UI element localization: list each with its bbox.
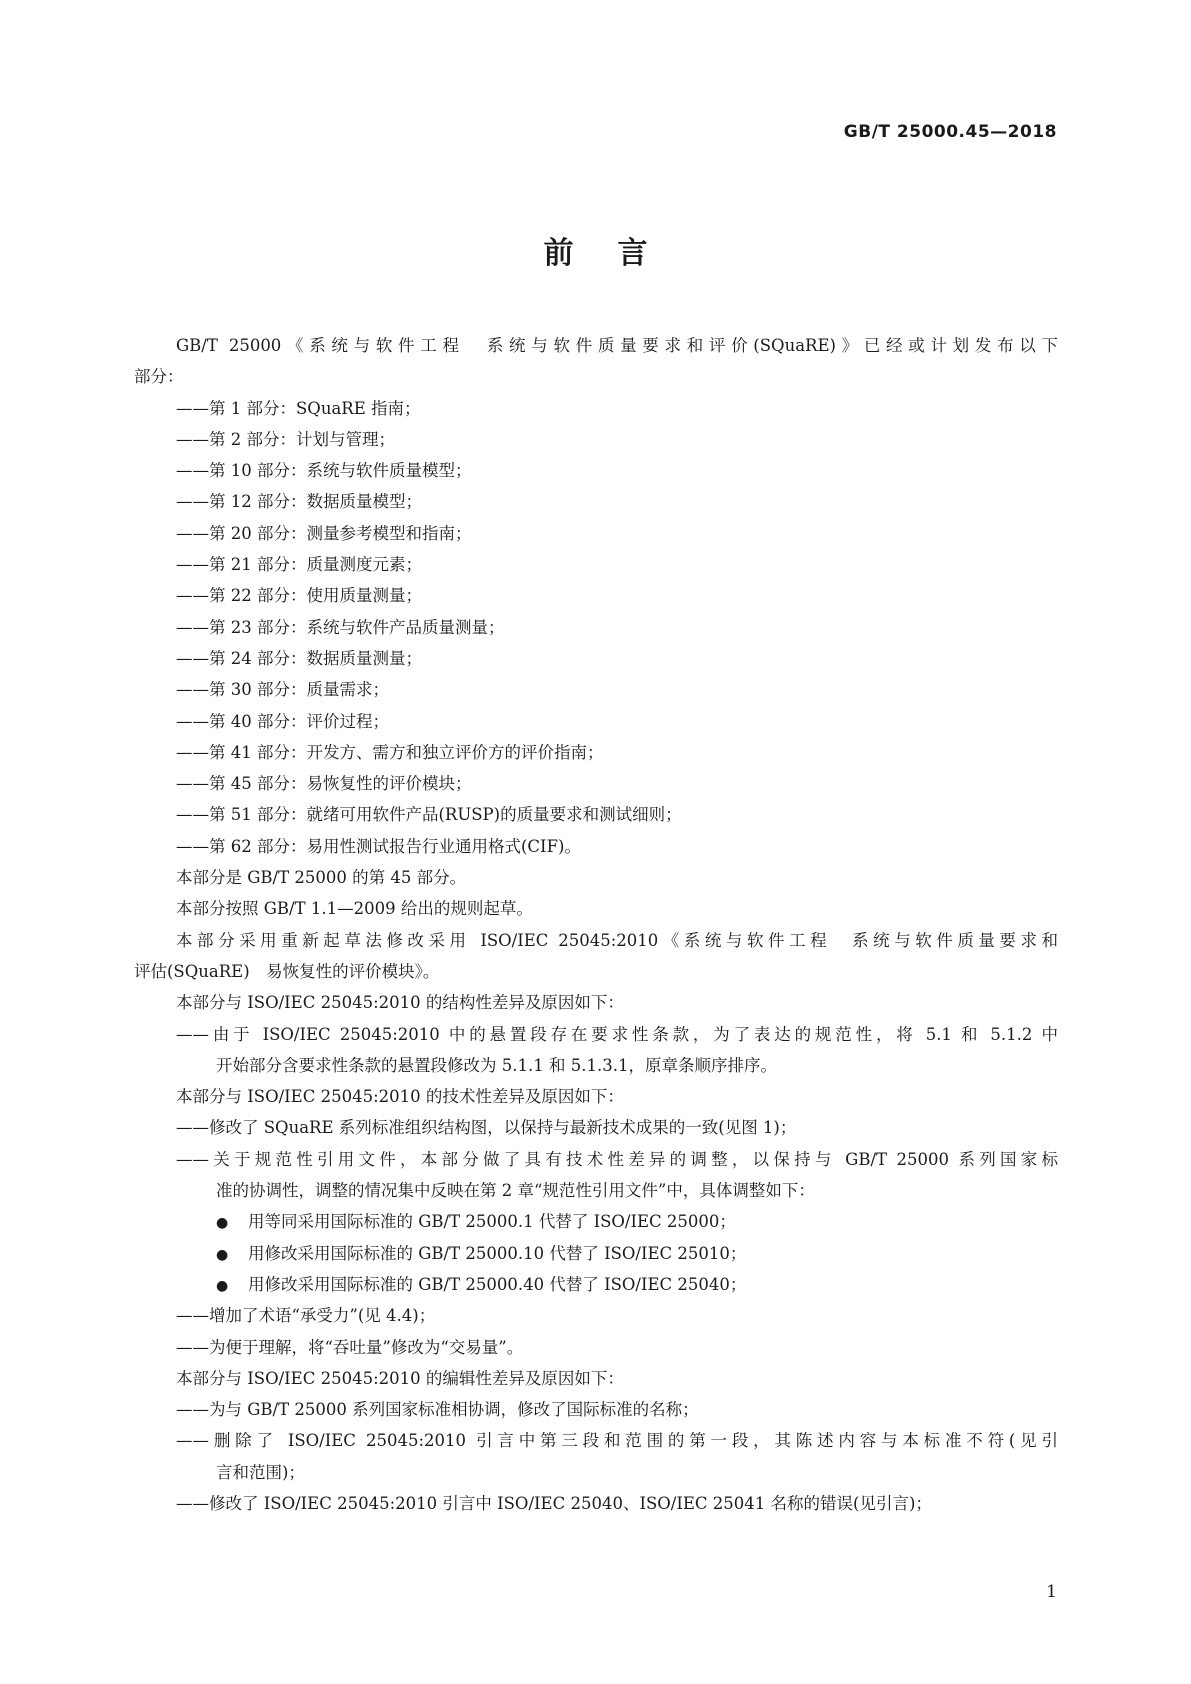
list-item-line: ——第 51 部分：就绪可用软件产品(RUSP)的质量要求和测试细则； [176,805,682,825]
list-item-line: ——第 2 部分：计划与管理； [176,429,395,449]
bullet-icon: ● [216,1215,229,1232]
paragraph-line: 本部分是 GB/T 25000 的第 45 部分。 [176,868,467,888]
list-item-line: ——关于规范性引用文件，本部分做了具有技术性差异的调整，以保持与 GB/T 25000 系列国家标 [176,1149,1058,1169]
list-item-line: ——第 40 部分：评价过程； [176,711,389,731]
list-item-line: ——第 62 部分：易用性测试报告行业通用格式(CIF)。 [176,836,581,856]
paragraph-line: GB/T 25000《系统与软件工程 系统与软件质量要求和评价(SQuaRE)》已经或计划发布以下 [176,336,1058,355]
list-item-line: ——修改了 SQuaRE 系列标准组织结构图，以保持与最新技术成果的一致(见图 1)； [176,1118,797,1138]
list-item-line: ——第 23 部分：系统与软件产品质量测量； [176,617,505,637]
list-item-line: 开始部分含要求性条款的悬置段修改为 5.1.1 和 5.1.3.1，原章条顺序排序。 [216,1055,777,1075]
document-body [134,330,1058,1519]
list-item-line: 言和范围)； [216,1462,305,1482]
standard-number: GB/T 25000.45—2018 [843,122,1057,142]
bullet-icon: ● [216,1277,229,1294]
list-item-line: ——第 21 部分：质量测度元素； [176,555,422,575]
bullet-item [134,1238,1058,1269]
bullet-text: 用修改采用国际标准的 GB/T 25000.40 代替了 ISO/IEC 25040； [248,1274,747,1294]
list-item-line: ——第 22 部分：使用质量测量； [176,586,422,606]
page-number: 1 [1046,1582,1057,1602]
list-item-line: ——第 20 部分：测量参考模型和指南； [176,523,472,543]
paragraph-line: 本部分与 ISO/IEC 25045:2010 的结构性差异及原因如下： [176,993,624,1013]
list-item-line: ——第 45 部分：易恢复性的评价模块； [176,774,472,794]
list-item-line: ——修改了 ISO/IEC 25045:2010 引言中 ISO/IEC 25040、ISO/IEC 25041 名称的错误(见引言)； [176,1493,932,1513]
list-item-line: ——第 1 部分：SQuaRE 指南； [176,398,421,418]
bullet-icon: ● [216,1246,229,1263]
list-item-line: ——为与 GB/T 25000 系列国家标准相协调，修改了国际标准的名称； [176,1400,699,1420]
list-item-line: ——第 10 部分：系统与软件质量模型； [176,461,472,481]
bullet-item [134,1269,1058,1300]
list-item-line: ——增加了术语“承受力”(见 4.4)； [176,1306,436,1326]
list-item-line: ——由于 ISO/IEC 25045:2010 中的悬置段存在要求性条款，为了表达的规范性，将 5.1 和 5.1.2 中 [176,1024,1058,1044]
bullet-text: 用等同采用国际标准的 GB/T 25000.1 代替了 ISO/IEC 25000； [248,1212,736,1232]
page-title: 前言 [543,236,692,271]
paragraph-line: 本部分按照 GB/T 1.1—2009 给出的规则起草。 [176,899,533,919]
list-item-line: ——为便于理解，将“吞吐量”修改为“交易量”。 [176,1337,524,1357]
list-item-line: 准的协调性，调整的情况集中反映在第 2 章“规范性引用文件”中，具体调整如下： [216,1181,815,1201]
list-item-line: ——删除了 ISO/IEC 25045:2010 引言中第三段和范围的第一段，其陈述内容与本标准不符(见引 [176,1431,1058,1451]
paragraph-line: 本部分与 ISO/IEC 25045:2010 的编辑性差异及原因如下： [176,1368,624,1388]
paragraph-line: 部分： [134,367,184,387]
list-item-line: ——第 12 部分：数据质量模型； [176,492,422,512]
list-item-line: ——第 30 部分：质量需求； [176,680,389,700]
paragraph-line: 本部分与 ISO/IEC 25045:2010 的技术性差异及原因如下： [176,1087,624,1107]
bullet-text: 用修改采用国际标准的 GB/T 25000.10 代替了 ISO/IEC 25010； [248,1243,747,1263]
list-item-line: ——第 41 部分：开发方、需方和独立评价方的评价指南； [176,742,604,762]
bullet-item [134,1206,1058,1237]
list-item-line: ——第 24 部分：数据质量测量； [176,648,422,668]
paragraph-line: 本部分采用重新起草法修改采用 ISO/IEC 25045:2010《系统与软件工程 系统与软件质量要求和 [176,930,1058,950]
paragraph-line: 评估(SQuaRE) 易恢复性的评价模块》。 [134,961,440,981]
